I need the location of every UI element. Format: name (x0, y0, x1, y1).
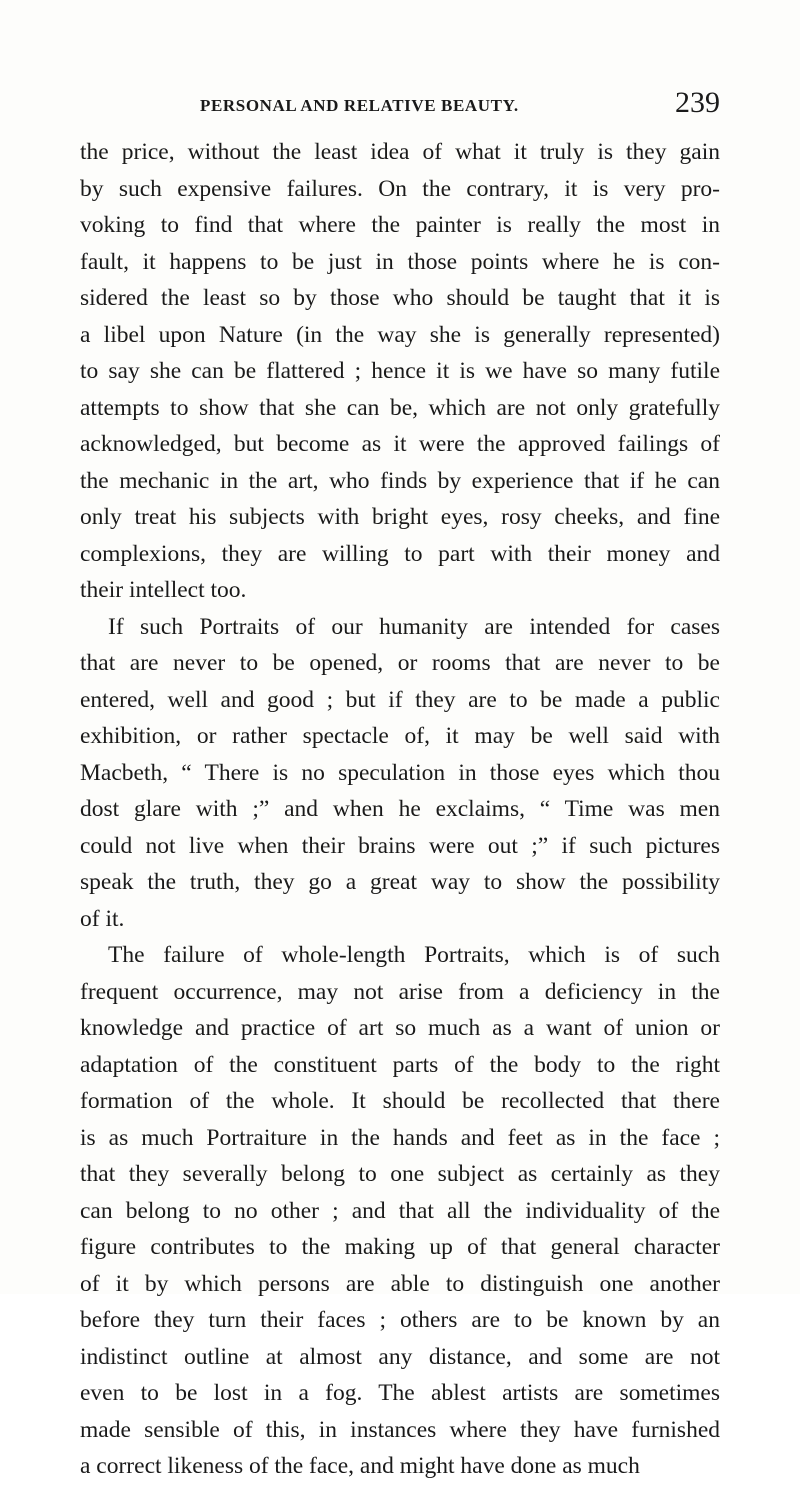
text-line: complexions, they are willing to part with their money and (80, 540, 720, 567)
text-line: the price, without the least idea of what it truly is they gain (80, 139, 720, 165)
paragraph (80, 609, 720, 938)
text-line: figure contributes to the making up of that general character (80, 1234, 720, 1260)
text-line: Macbeth, “ There is no speculation in those eyes which thou (80, 759, 720, 786)
text-line: to say she can be flattered ; hence it is we have so many futile (80, 358, 720, 384)
page-number: 239 (675, 86, 720, 119)
text-line: can belong to no other ; and that all the individuality of the (80, 1197, 720, 1224)
text-line: adaptation of the constituent parts of the body to the right (80, 1051, 720, 1078)
text-line: acknowledged, but become as it were the approved failings of (80, 431, 720, 457)
text-line: a libel upon Nature (in the way she is generally represented) (80, 321, 720, 348)
text-line: The failure of whole-length Portraits, which is of such (108, 942, 720, 968)
text-line: the mechanic in the art, who finds by experience that if he can (80, 467, 720, 494)
text-line: fault, it happens to be just in those points where he is con- (80, 248, 720, 275)
text-line: of it by which persons are able to distinguish one another (80, 1270, 720, 1297)
text-line: sidered the least so by those who should be taught that it is (80, 285, 720, 311)
running-head (80, 86, 720, 126)
text-line: knowledge and practice of art so much as a want of union or (80, 1015, 720, 1041)
text-line: voking to find that where the painter is really the most in (80, 212, 720, 238)
text-line: If such Portraits of our humanity are intended for cases (108, 613, 720, 640)
text-line: is as much Portraiture in the hands and feet as in the face ; (80, 1124, 720, 1151)
text-line: indistinct outline at almost any distance, and some are not (80, 1343, 720, 1370)
text-line: frequent occurrence, may not arise from a deficiency in the (80, 978, 720, 1005)
text-line: before they turn their faces ; others are to be known by an (80, 1307, 720, 1333)
text-line: made sensible of this, in instances where they have furnished (80, 1416, 720, 1443)
text-line: attempts to show that she can be, which are not only gratefully (80, 394, 720, 421)
running-title: PERSONAL AND RELATIVE BEAUTY. (200, 96, 519, 115)
text-line: their intellect too. (80, 577, 247, 603)
text-line: only treat his subjects with bright eyes, rosy cheeks, and fine (80, 504, 720, 530)
text-line: that are never to be opened, or rooms that are never to be (80, 650, 720, 676)
text-line: dost glare with ;” and when he exclaims, “ Time was men (80, 796, 720, 822)
text-line: even to be lost in a fog. The ablest artists are sometimes (80, 1380, 720, 1406)
paragraph (80, 134, 720, 609)
text-line: a correct likeness of the face, and might have done as much (80, 1453, 640, 1479)
text-line: that they severally belong to one subject as certainly as they (80, 1161, 720, 1187)
text-line: formation of the whole. It should be recollected that there (80, 1088, 720, 1114)
text-line: speak the truth, they go a great way to show the possibility (80, 869, 720, 895)
text-line: of it. (80, 905, 125, 932)
paragraph (80, 937, 720, 1485)
text-line: by such expensive failures. On the contrary, it is very pro- (80, 175, 720, 202)
text-line: entered, well and good ; but if they are to be made a public (80, 686, 720, 713)
body-text (80, 134, 720, 1485)
text-line: exhibition, or rather spectacle of, it may be well said with (80, 723, 720, 749)
text-line: could not live when their brains were out ;” if such pictures (80, 832, 720, 859)
